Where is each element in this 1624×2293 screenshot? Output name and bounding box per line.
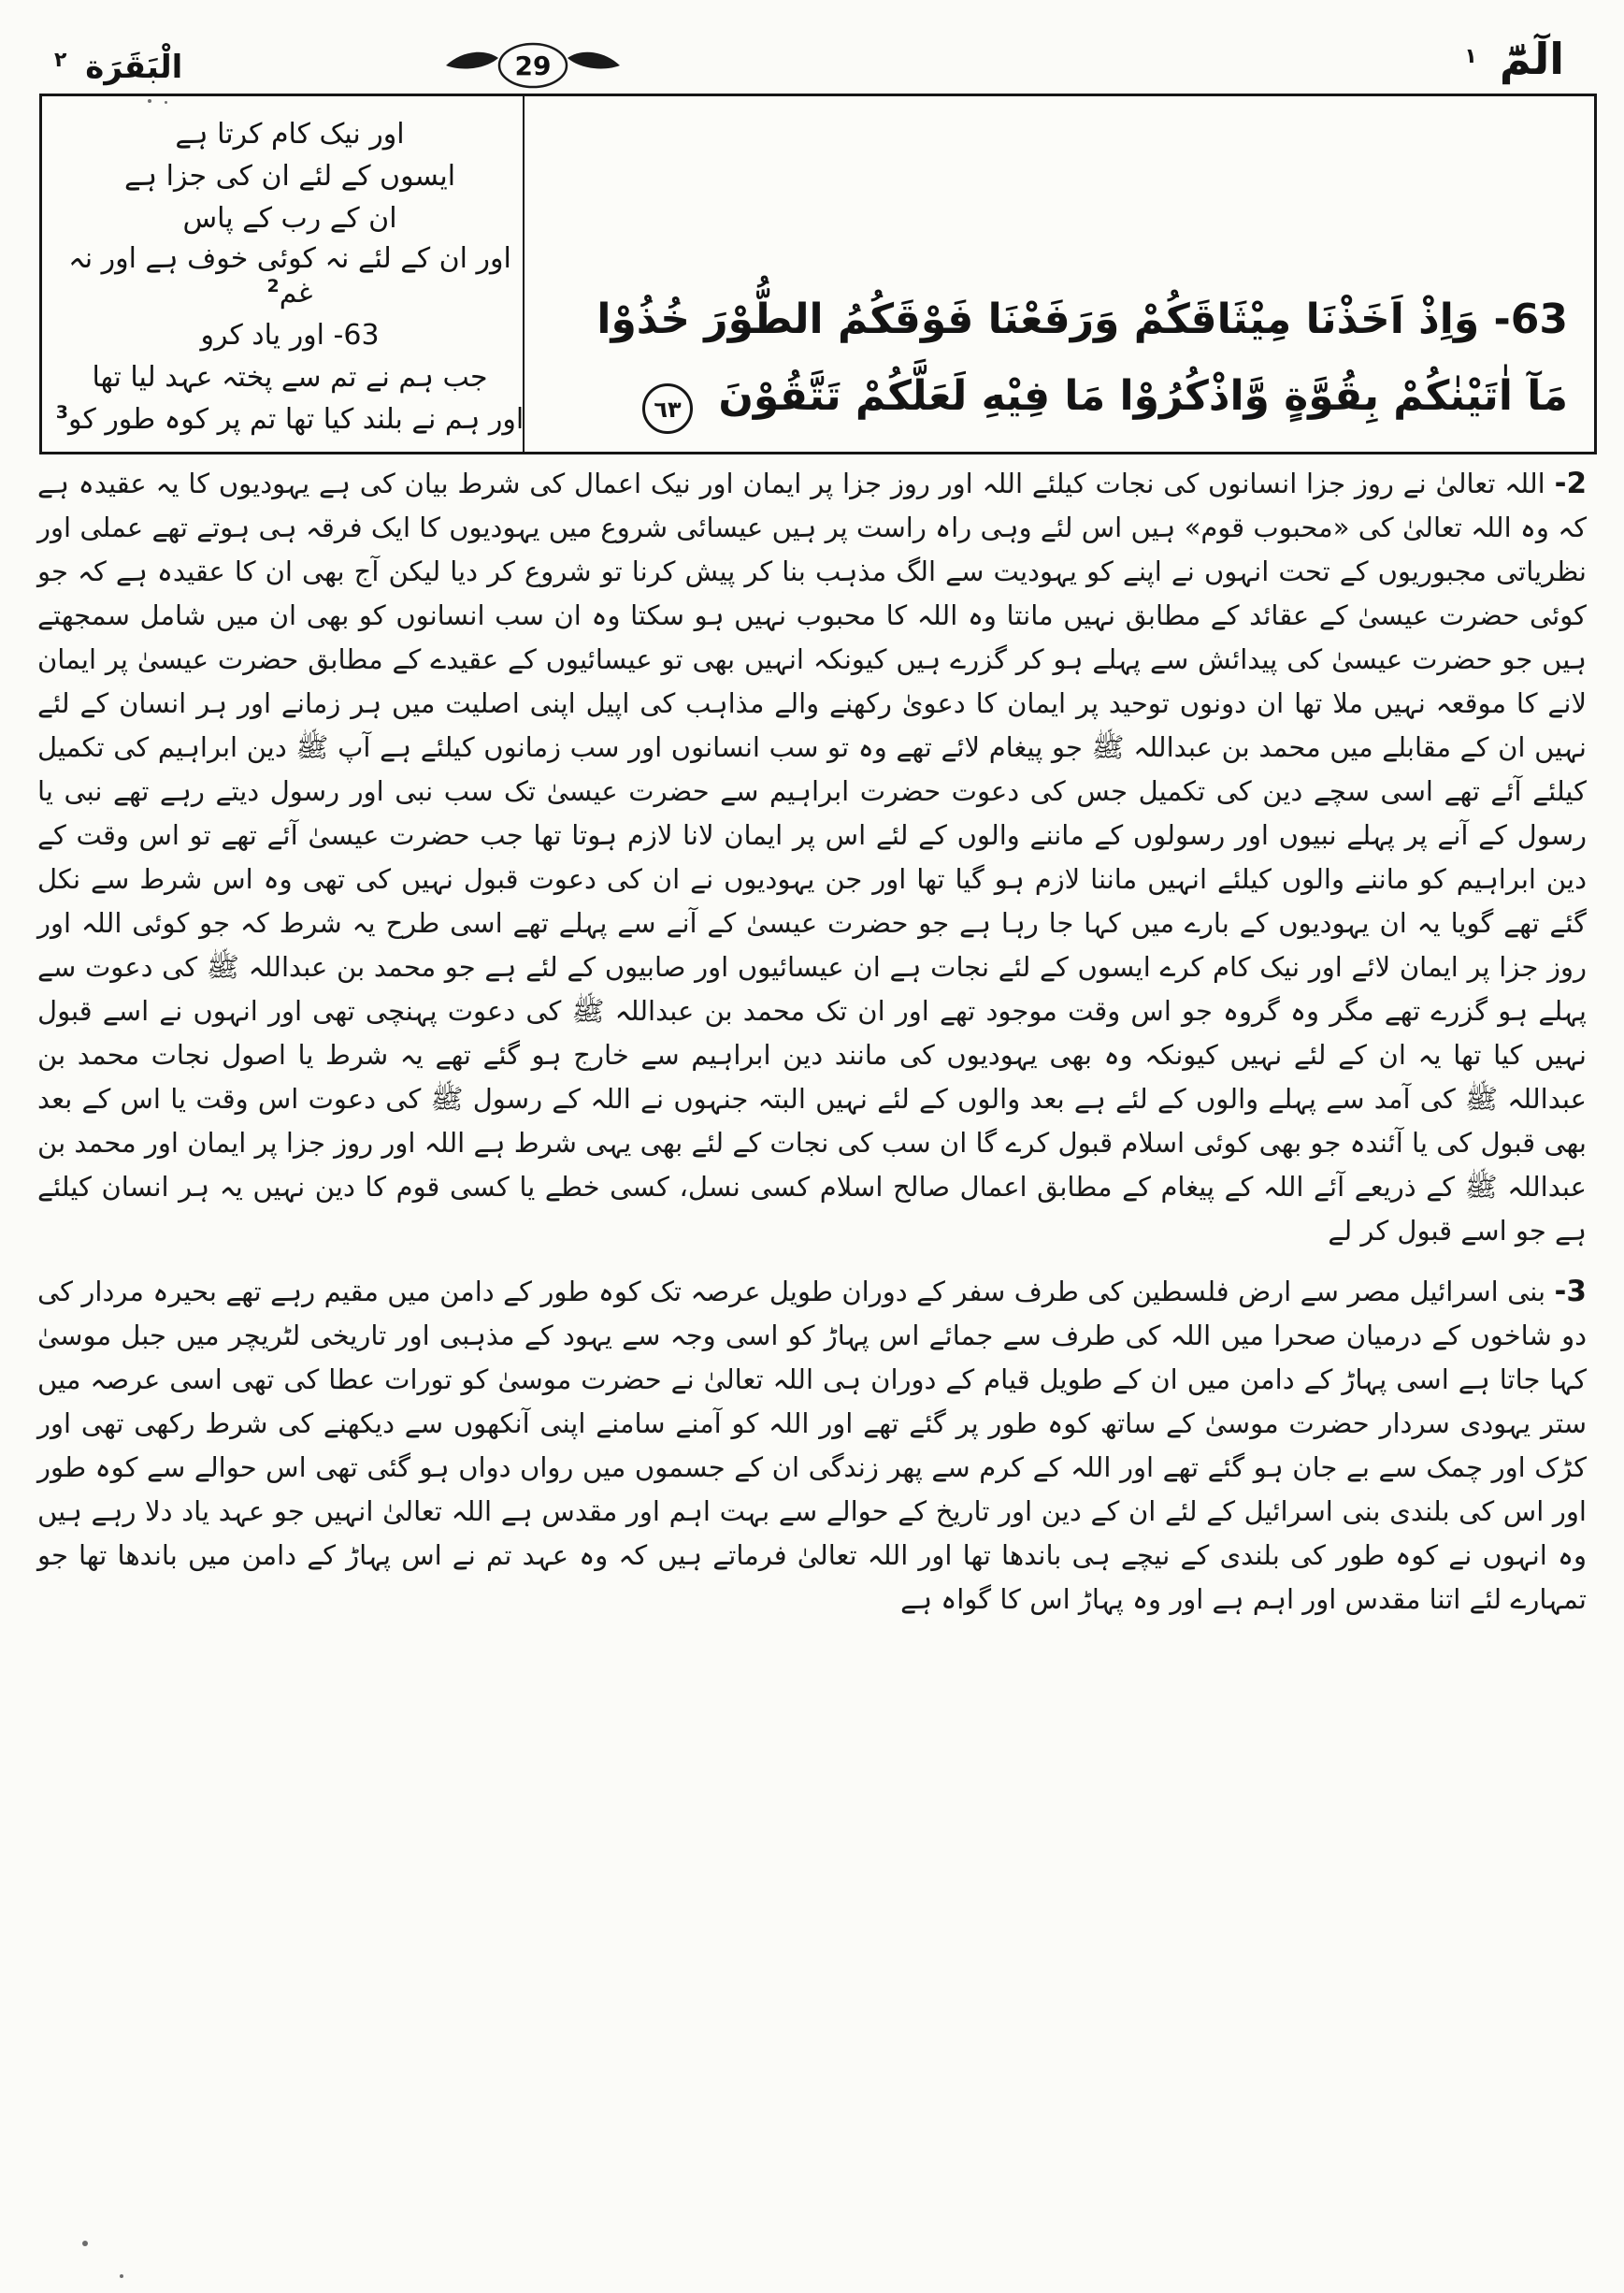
scan-speck (165, 101, 167, 104)
footnote-3-text: بنی اسرائیل مصر سے ارض فلسطین کی طرف سفر کے دوران طویل عرصہ تک کوہ طور کے دامن میں مقیم رہے تھے بحیرہ مردار کی دو شاخوں کے درمیان صحرا میں اللہ کی طرف سے جمائے اس پہاڑ کو اسی وجہ سے یہود کے مذہبی اور تاریخی لٹریچر میں جبل موسیٰ کہا جاتا ہے اسی پہاڑ کے دامن میں ان کے طویل قیام کے دوران ہی اللہ تعالیٰ نے حضرت موسیٰ کو تورات عطا کی تھی اسی عرصہ میں ستر یہودی سردار حضرت موسیٰ کے ساتھ کوہ طور پر گئے تھے اور اللہ کو آمنے سامنے اپنی آنکھوں سے دیکھنے کی شرط رکھی تھی اور کڑک اور چمک سے بے جان ہو گئے تھے اور اللہ کے کرم سے پھر زندگی ان کے جسموں میں رواں دواں ہو گئی تھی اس حوالے سے کوہ طور اور اس کی بلندی بنی اسرائیل کے لئے ان کے دین اور تاریخ کے حوالے سے بہت اہم اور مقدس ہے اللہ تعالیٰ انہیں جو عہد یاد دلا رہے ہیں وہ انہوں نے کوہ طور کی بلندی کے نیچے ہی باندھا تھا اور اللہ تعالیٰ فرماتے ہیں کہ وہ عہد تم نے اس پہاڑ کے دامن میں باندھا تھا جو تمہارے لئے اتنا مقدس اور اہم ہے اور وہ پہاڑ اس کا گواہ ہے (37, 1276, 1587, 1615)
commentary (37, 462, 1587, 1638)
page-number-ornament (444, 39, 622, 92)
ornament-graphic (444, 39, 622, 92)
translation-line-5 (200, 318, 379, 353)
translation-line-3 (182, 201, 396, 236)
footnote-ref: 2 (266, 276, 280, 297)
footnote-ref: 3 (55, 401, 68, 423)
surah-number: ٢ (54, 49, 67, 72)
footnote-3 (37, 1270, 1587, 1622)
footnote-3-number: 3- (1554, 1275, 1587, 1308)
translation-line-1 (175, 117, 404, 151)
footnote-2-text: اللہ تعالیٰ نے روز جزا انسانوں کی نجات کیلئے اللہ اور روز جزا پر ایمان اور نیک اعمال کی شرط بیان کی ہے یہودیوں کا یہ عقیدہ ہے کہ وہ اللہ تعالیٰ کی «محبوب قوم» ہیں اس لئے وہی راہ راست پر ہیں عیسائی شروع میں یہودیوں کا ایک فرقہ ہی ہوتے تھے عملی اور نظریاتی مجبوریوں کے تحت انہوں نے اپنے کو یہودیت سے الگ مذہب بنا کر پیش کرنا تو شروع کر دیا لیکن آج بھی ان کا عقیدہ ہے کہ جو کوئی حضرت عیسیٰ کے عقائد کے مطابق نہیں مانتا وہ اللہ کا محبوب نہیں ہو سکتا وہ ان سب انسانوں کو بھی ان میں شامل سمجھتے ہیں جو حضرت عیسیٰ کی پیدائش سے پہلے ہو کر گزرے ہیں کیونکہ انہیں بھی تو عیسائیوں کے عقیدے کے مطابق حضرت عیسیٰ پر ایمان لانے کا موقعہ نہیں ملا تھا ان دونوں توحید پر ایمان کا دعویٰ رکھنے والے مذاہب کی اپیل اپنی اصلیت میں ہر زمانے اور ہر انسان کے لئے نہیں ان کے مقابلے میں محمد بن عبداللہ ﷺ جو پیغام لائے تھے وہ تو سب انسانوں اور سب زمانوں کیلئے ہے آپ ﷺ دین ابراہیم کی تکمیل کیلئے آئے تھے اسی سچے دین کی تکمیل جس کی دعوت حضرت ابراہیم سے حضرت عیسیٰ تک سب نبی اور رسول دیتے رہے تھے نبی یا رسول کے آنے پر پہلے نبیوں اور رسولوں کے ماننے والوں کے لئے اس پر ایمان لانا لازم ہوتا تھا جب حضرت عیسیٰ آئے تھے تو اس وقت کے دین ابراہیم کو ماننے والوں کیلئے انہیں ماننا لازم ہو گیا تھا اور جن یہودیوں نے ان کی دعوت قبول نہیں کی تھی وہ اس شرط سے نکل گئے تھے گویا یہ ان یہودیوں کے بارے میں کہا جا رہا ہے جو حضرت عیسیٰ کے آنے سے پہلے تھے اسی طرح یہ شرط کہ جو کوئی اللہ اور روز جزا پر ایمان لائے اور نیک کام کرے ایسوں کے لئے نجات ہے ان عیسائیوں اور صابیوں کے لئے ہے جو محمد بن عبداللہ ﷺ کی دعوت سے پہلے ہو گزرے تھے مگر وہ گروہ جو اس وقت موجود تھے اور ان تک محمد بن عبداللہ ﷺ کی دعوت پہنچی تھی اور انہوں نے اسے قبول نہیں کیا تھا یہ ان کے لئے نہیں کیونکہ وہ بھی یہودیوں کی مانند دین ابراہیم سے خارج ہو گئے تھے یہ شرط یا اصول نجات محمد بن عبداللہ ﷺ کی آمد سے پہلے والوں کے لئے ہے بعد والوں کے لئے نہیں البتہ جنہوں نے اللہ کے رسول ﷺ کی دعوت اس وقت یا اس کے بعد بھی قبول کی یا آئندہ جو بھی کوئی اسلام قبول کرے گا ان سب کی نجات کے لئے بھی یہی شرط ہے اللہ اور روز جزا پر ایمان اور محمد بن عبداللہ ﷺ کے ذریعے آئے اللہ کے پیغام کے مطابق اعمال صالح اسلام کسی نسل، کسی خطے یا کسی قوم کا دین نہیں یہ ہر انسان کیلئے ہے جو اسے قبول کر لے (37, 468, 1587, 1247)
juz-number: ١ (1464, 45, 1477, 68)
juz-name: الٓمّٓ (1499, 34, 1564, 84)
arabic-verse-line-1: 63- وَاِذْ اَخَذْنَا مِيْثَاقَكُمْ وَرَفَعْنَا فَوْقَكُمُ الطُّوْرَ خُذُوْا (596, 296, 1568, 343)
translation-text: 63- اور یاد کرو (200, 319, 380, 353)
translation-text: اور ہم نے بلند کیا تھا تم پر کوہ طور کو (68, 402, 525, 436)
scan-speck (148, 99, 151, 103)
translation-line-7 (56, 402, 524, 437)
translation-text: اور نیک کام کرتا ہے (175, 118, 405, 151)
footnote-2-number: 2- (1554, 467, 1588, 500)
footnote-2 (37, 462, 1587, 1253)
arabic-verse-line-2-text: مَآ اٰتَيْنٰكُمْ بِقُوَّةٍ وَّاذْكُرُوْا مَا فِيْهِ لَعَلَّكُمْ تَتَّقُوْنَ (718, 372, 1568, 420)
translation-line-4 (50, 242, 530, 310)
translation-line-2 (124, 159, 455, 194)
translation-text: جب ہم نے تم سے پختہ عہد لیا تھا (92, 361, 488, 395)
surah-marker (54, 49, 182, 86)
ornament-left-wing (446, 52, 498, 69)
scan-speck (120, 2274, 123, 2278)
ayah-end-marker: ٦٣ (642, 383, 693, 434)
surah-name: الْبَقَرَة (85, 49, 183, 86)
verse-box (39, 94, 1597, 454)
arabic-verse-line-2 (549, 358, 1568, 435)
translation-text: اور ان کے لئے نہ کوئی خوف ہے اور نہ غم (68, 242, 511, 310)
translation-text: ایسوں کے لئے ان کی جزا ہے (123, 159, 456, 193)
arabic-verse (523, 96, 1594, 452)
ornament-right-wing (568, 52, 620, 69)
urdu-translation (42, 96, 538, 452)
scan-speck (82, 2241, 88, 2246)
translation-line-6 (92, 360, 487, 395)
translation-text: ان کے رب کے پاس (182, 201, 397, 235)
juz-marker (1464, 34, 1564, 84)
page-number: 29 (514, 50, 552, 81)
